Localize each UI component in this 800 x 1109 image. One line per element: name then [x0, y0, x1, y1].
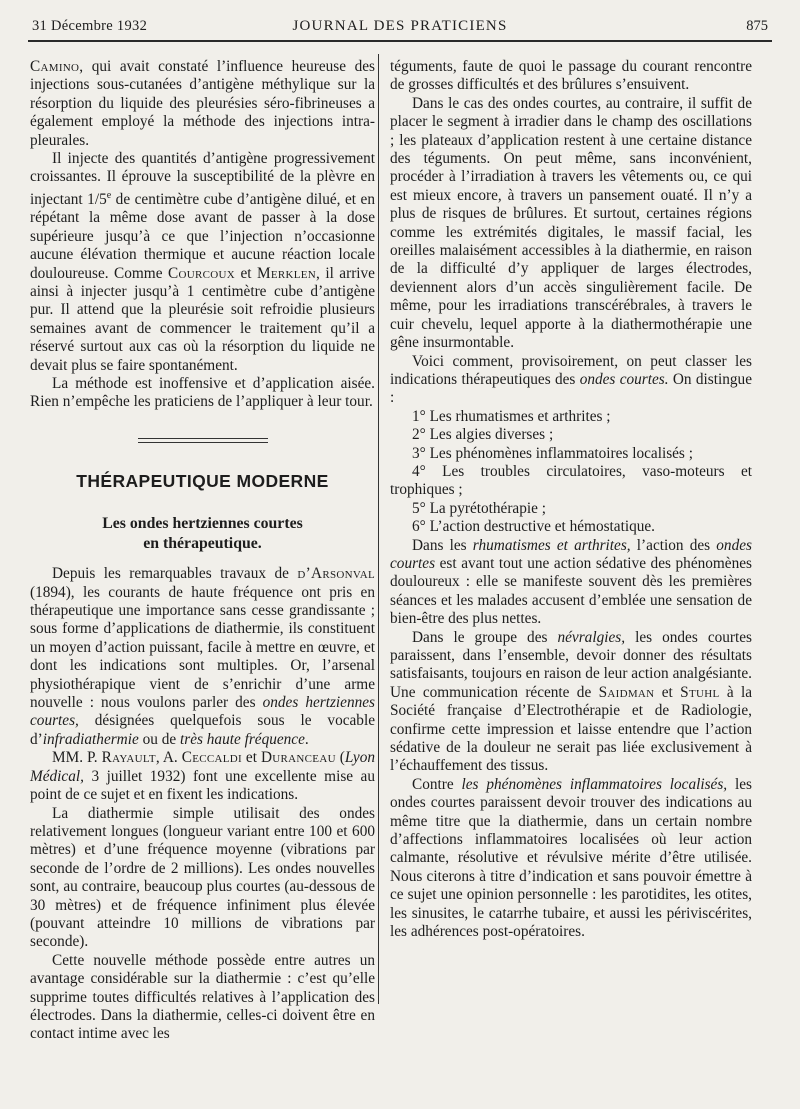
author-name: d’Arsonval [297, 565, 375, 583]
paragraph: Camino, qui avait constaté l’influence heureuse des injections sous-cutanées d’antigène méthylique sur la résorption du liquide des pleurésies séro-fibrineuses a également employé la méthode des injections intra-pleurales. [30, 58, 375, 149]
list-item: 3° Les phénomènes inflammatoires localisés ; [412, 444, 693, 462]
header-rule [28, 40, 772, 42]
section-divider [138, 438, 268, 446]
paragraph: Il injecte des quantités d’antigène progressivement croissantes. Il éprouve la susceptibilité de la plèvre en injectant 1/5e de centimètre cube d’antigène dilué, et en répétant la même dose avant de passer à la dose supérieure jusqu’à ce que l’injection n’occasionne aucune élévation thermique et aucune réaction locale douloureuse. Comme Courcoux et Merklen, il arrive ainsi à injecter jusqu’à 1 centimètre cube d’antigène pur. Il attend que la pleurésie soit refroidie plusieurs semaines avant de commencer le traitement qu’il a réservé surtout aux cas où la résorption du liquide ne devait plus se faire spontanément. [30, 150, 375, 374]
left-column [30, 58, 375, 1044]
paragraph: Voici comment, provisoirement, on peut classer les indications thérapeutiques des ondes courtes. On distingue : [390, 352, 752, 407]
paragraph: MM. P. Rayault, A. Ceccaldi et Duranceau (Lyon Médical, 3 juillet 1932) font une excellente mise au point de ce sujet et en fixent les indications. [30, 749, 376, 804]
author-name: Camino [30, 58, 80, 75]
author-name: Duranceau [260, 749, 336, 767]
column-separator [378, 54, 379, 1004]
paragraph: Cette nouvelle méthode possède entre autres un avantage considérable sur la diathermie : c’est qu’elle supprime toutes difficultés relatives à l’application des électrodes. Dans la diathermie, celles-ci doivent être en contact intime avec les [30, 951, 375, 1043]
running-header [32, 18, 768, 40]
header-date: 31 Décembre 1932 [32, 18, 148, 34]
paragraph: Dans les rhumatismes et arthrites, l’action des ondes courtes est avant tout une action sédative des phénomènes douloureux : elle se manifeste souvent dès les premières séances et les malades accusent d’emblée une sensation de bien-être des plus nettes. [390, 536, 752, 628]
author-name: Rayault [101, 749, 156, 767]
header-page-number: 875 [746, 18, 768, 34]
paragraph: Contre les phénomènes inflammatoires localisés, les ondes courtes paraissent devoir trouver des indications au même titre que la diathermie, dans un certain nombre d’affections inflammatoires localisées où leur action calmante, résolutive et révulsive mérite d’être utilisée. Nous citerons à titre d’indication et sans pouvoir émettre à ce sujet une opinion personnelle : les parotidites, les otites, les sinusites, le catarrhe tubaire, et aussi les périviscérites, les adhérences post-opératoires. [390, 775, 752, 941]
list-item: 2° Les algies diverses ; [412, 426, 554, 444]
header-journal-title: JOURNAL DES PRATICIENS [292, 18, 508, 34]
author-name: Courcoux [167, 264, 235, 282]
paragraph: Depuis les remarquables travaux de d’Arsonval (1894), les courants de haute fréquence ont pris en thérapeutique une importance sans cesse grandissante ; sous forme d’applications de diathermie, ils constituent un moyen d’action puissant, facile à mettre en œuvre, et dont les indications sont multiples. Or, l’arsenal physiothérapique vient de s’enrichir d’une arme nouvelle : nous voulons parler des ondes hertziennes courtes, désignées quelquefois sous le vocable d’infradiathermie ou de très haute fréquence. [30, 565, 375, 748]
author-name: Stuhl [680, 683, 720, 701]
list-item: 4° Les troubles circulatoires, vaso-moteurs et trophiques ; [390, 462, 752, 499]
list-item: 1° Les rhumatismes et arthrites ; [412, 407, 611, 425]
article-title: Les ondes hertziennes courtes en thérapeutique. [102, 515, 303, 552]
paragraph: Dans le cas des ondes courtes, au contraire, il suffit de placer le segment à irradier dans le champ des oscillations ; les plateaux d’application restent à une certaine distance des téguments. On peut même, sans inconvénient, procéder à l’irradiation à travers les vêtements ou, ce qui est mieux encore, à travers un pansement ouaté. Il n’y a plus de risques de brûlures. Et surtout, certaines régions comme les extrémités digitales, le massif facial, les oreilles malaisément accessibles à la diathermie, en raison de la difficulté d’y appliquer de larges électrodes, deviennent alors d’un accès singulièrement facile. De même, pour les irradiations transcérébrales, à travers le cuir chevelu, lequel apporte à la diathermothérapie une gêne insurmontable. [390, 94, 752, 352]
author-name: Saidman [598, 683, 655, 701]
author-name: Ceccaldi [181, 749, 242, 767]
paragraph: La méthode est inoffensive et d’application aisée. Rien n’empêche les praticiens de l’appliquer à leur tour. [30, 375, 375, 411]
paragraph: La diathermie simple utilisait des ondes relativement longues (longueur variant entre 100 et 600 mètres) et d’une fréquence moyenne (vibrations par seconde de l’ordre de 2 millions). Les ondes nouvelles sont, au contraire, beaucoup plus courtes (au-dessous de 30 mètres) et de fréquence infiniment plus élevée (pouvant atteindre 10 millions de vibrations par seconde). [30, 804, 375, 951]
paragraph: téguments, faute de quoi le passage du courant rencontre de grosses difficultés et des brûlures s’ensuivent. [390, 58, 752, 94]
list-item: 5° La pyrétothérapie ; [412, 499, 546, 517]
section-title: THÉRAPEUTIQUE MODERNE [76, 470, 329, 491]
right-column [390, 58, 752, 942]
list-item: 6° L’action destructive et hémostatique. [412, 518, 656, 536]
author-name: Merklen [256, 264, 317, 282]
paragraph: Dans le groupe des névralgies, les ondes courtes paraissent, dans l’ensemble, devoir donner des résultats satisfaisants, toujours en raison de leur action analgésiante. Une communication récente de Saidman et Stuhl à la Société française d’Electrothérapie et de Radiologie, confirme cette impression et laisse entendre que l’action sédative de la douleur ne serait pas liée exclusivement à l’échauffement des tissus. [390, 628, 752, 775]
